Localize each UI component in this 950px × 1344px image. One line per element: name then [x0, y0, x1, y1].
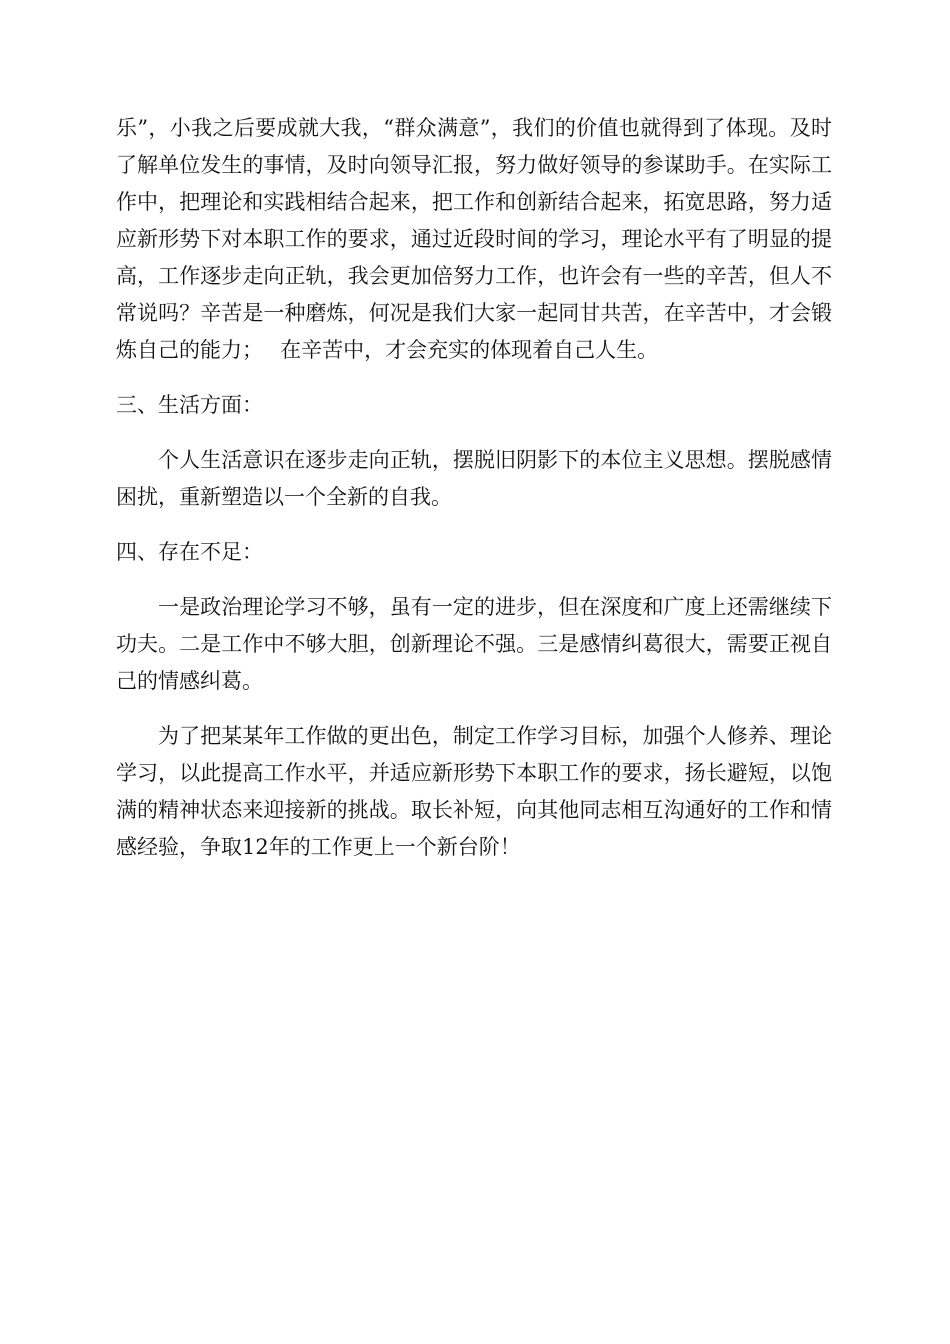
document-body: [116, 110, 832, 866]
section-heading-life: 三、生活方面：: [116, 393, 263, 417]
paragraph-shortcomings: 一是政治理论学习不够，虽有一定的进步，但在深度和广度上还需继续下功夫。二是工作中不够大胆，创新理论不强。三是感情纠葛很大，需要正视自己的情感纠葛。: [116, 595, 832, 693]
section-heading-shortcomings: 四、存在不足：: [116, 540, 263, 564]
paragraph-work-continued: 乐”，小我之后要成就大我，“群众满意”，我们的价值也就得到了体现。及时了解单位发生的事情，及时向领导汇报，努力做好领导的参谋助手。在实际工作中，把理论和实践相结合起来，把工作和创新结合起来，拓宽思路，努力适应新形势下对本职工作的要求，通过近段时间的学习，理论水平有了明显的提高，工作逐步走向正轨，我会更加倍努力工作，也许会有一些的辛苦，但人不常说吗？辛苦是一种磨炼，何况是我们大家一起同甘共苦，在辛苦中，才会锻炼自己的能力； 在辛苦中，才会充实的体现着自己人生。: [116, 116, 832, 362]
paragraph-life: 个人生活意识在逐步走向正轨，摆脱旧阴影下的本位主义思想。摆脱感情困扰，重新塑造以一个全新的自我。: [116, 448, 832, 509]
paragraph-goals: 为了把某某年工作做的更出色，制定工作学习目标，加强个人修养、理论学习，以此提高工作水平，并适应新形势下本职工作的要求，扬长避短，以饱满的精神状态来迎接新的挑战。取长补短，向其他同志相互沟通好的工作和情感经验，争取12年的工作更上一个新台阶！: [116, 724, 832, 859]
